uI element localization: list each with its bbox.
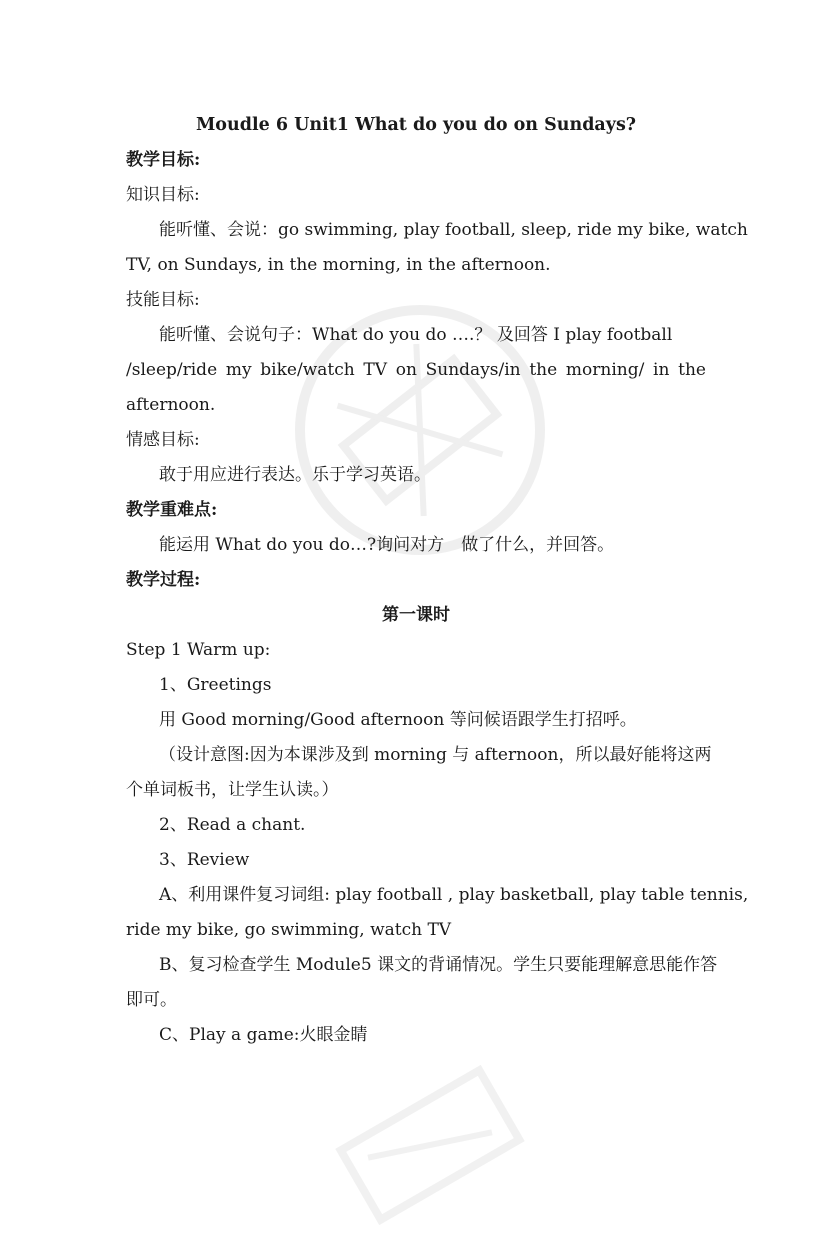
list-item: 3、Review [159,850,250,870]
subheading-emotion-goals: 情感目标: [126,430,200,450]
paragraph-line: （设计意图:因为本课涉及到 morning 与 afternoon，所以最好能将这两 [159,745,712,765]
watermark-logo-bottom [313,1043,546,1247]
paragraph-line: 个单词板书，让学生认读。） [126,780,339,800]
paragraph-line: /sleep/ride my bike/watch TV on Sundays/in the morning/ in the [126,360,706,380]
subheading-knowledge-goals: 知识目标: [126,185,200,205]
document-body [126,108,749,1053]
lesson-title: 第一课时 [382,605,450,625]
paragraph-line: B、复习检查学生 Module5 课文的背诵情况。学生只要能理解意思能作答 [159,955,718,975]
paragraph-line: ride my bike, go swimming, watch TV [126,920,452,940]
heading-teaching-goals: 教学目标: [126,150,201,170]
list-item: 1、Greetings [159,675,272,695]
paragraph-line: TV, on Sundays, in the morning, in the afternoon. [126,255,551,275]
paragraph-line: 用 Good morning/Good afternoon 等问候语跟学生打招呼。 [159,710,637,730]
paragraph-line: 能听懂、会说句子：What do you do ….？ 及回答 I play football [159,325,673,345]
list-item: 2、Read a chant. [159,815,306,835]
paragraph-line: 能听懂、会说：go swimming, play football, sleep, ride my bike, watch [159,220,748,240]
heading-teaching-process: 教学过程: [126,570,201,590]
paragraph-line: A、利用课件复习词组: play football , play basketball, play table tennis, [159,885,749,905]
subheading-skill-goals: 技能目标: [126,290,200,310]
paragraph-line: 敢于用应进行表达。乐于学习英语。 [159,465,431,485]
step-heading: Step 1 Warm up: [126,640,271,660]
document-title: Moudle 6 Unit1 What do you do on Sundays? [195,115,637,135]
heading-key-points: 教学重难点: [126,500,218,520]
paragraph-line: 能运用 What do you do…?询问对方 做了什么，并回答。 [159,535,615,555]
paragraph-line: 即可。 [126,990,177,1010]
paragraph-line: afternoon. [126,395,216,415]
paragraph-line: C、Play a game:火眼金睛 [159,1025,368,1045]
